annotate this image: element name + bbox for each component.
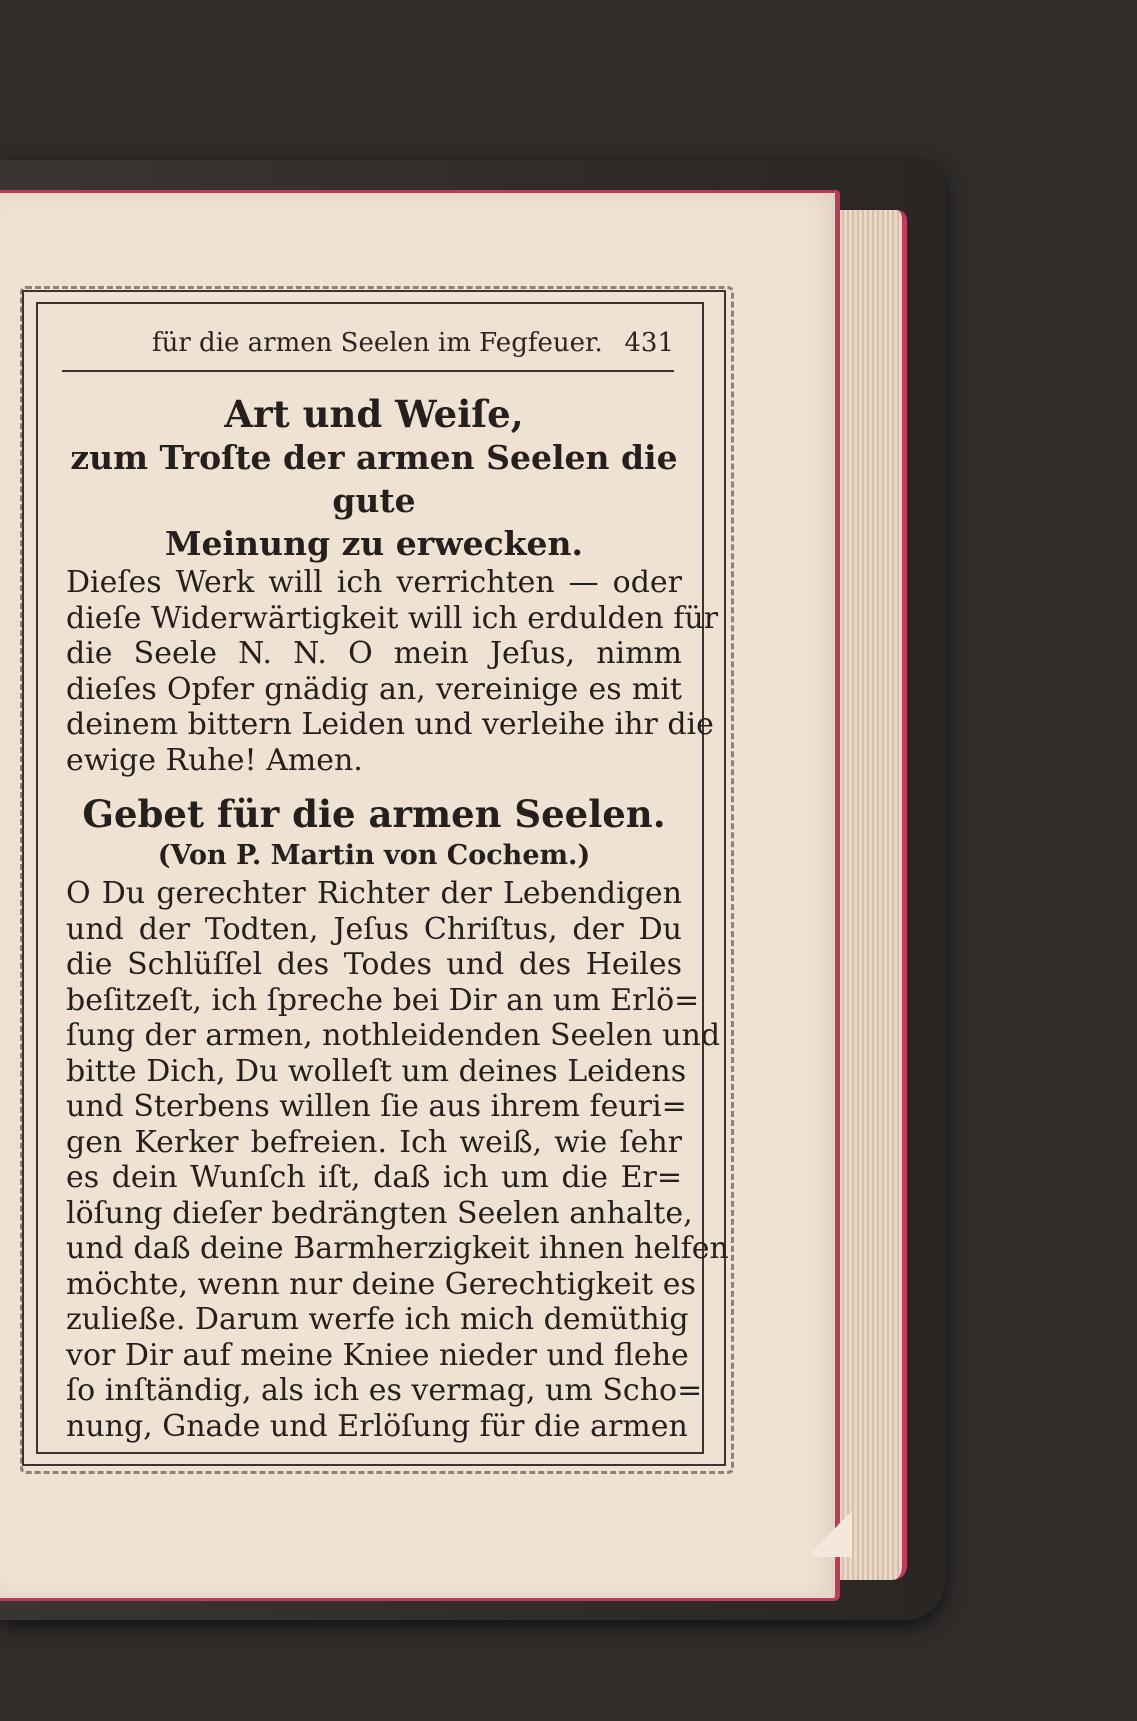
text-line: möchte, wenn nur deine Gerechtigkeit es: [66, 1266, 696, 1302]
text-line: ewige Ruhe! Amen.: [66, 742, 363, 778]
page-content: [66, 392, 729, 1444]
page-number: 431: [624, 328, 674, 358]
text-line: gen Kerker befreien. Ich weiß, wie ſehr: [66, 1124, 682, 1160]
text-line: Dieſes Werk will ich verrichten — oder: [66, 565, 682, 600]
text-line: ſo inſtändig, als ich es vermag, um Scho=: [66, 1373, 703, 1408]
text-line: O Du gerechter Richter der Lebendigen: [66, 876, 682, 911]
section2-heading: Gebet für die armen Seelen.: [82, 792, 666, 836]
text-line: beſitzeſt, ich ſpreche bei Dir an um Erlö=: [66, 982, 700, 1018]
section1-heading: Art und Weiſe,: [224, 392, 524, 436]
text-line: und Sterbens willen ſie aus ihrem feuri=: [66, 1089, 687, 1124]
text-line: und der Todten, Jeſus Chriſtus, der Du: [66, 911, 682, 947]
section1-heading-line2: zum Troſte der armen Seelen die gute: [70, 438, 678, 520]
text-line: vor Dir auf meine Kniee nieder und flehe: [66, 1337, 689, 1373]
text-line: zuließe. Darum werfe ich mich demüthig: [66, 1302, 689, 1337]
text-line: bitte Dich, Du wolleſt um deines Leidens: [66, 1053, 687, 1089]
running-title: für die armen Seelen im Fegfeuer.: [152, 328, 603, 358]
text-line: ſung der armen, nothleidenden Seelen und: [66, 1018, 721, 1053]
text-line: deinem bittern Leiden und verleihe ihr die: [66, 707, 714, 742]
section2-attribution: (Von P. Martin von Cochem.): [157, 840, 591, 871]
section1-heading-line3: Meinung zu erwecken.: [164, 524, 584, 563]
text-line: die Schlüſſel des Todes und des Heiles: [66, 947, 682, 982]
dog-ear-corner: [812, 1505, 852, 1557]
text-line: und daß deine Barmherzigkeit ihnen helfen: [66, 1231, 729, 1266]
text-line: nung, Gnade und Erlöſung für die armen: [66, 1408, 688, 1444]
text-line: dieſes Opfer gnädig an, vereinige es mit: [66, 671, 682, 707]
section2-paragraph: [66, 876, 729, 1444]
running-header: [62, 328, 674, 372]
text-line: löſung dieſer bedrängten Seelen anhalte,: [66, 1195, 693, 1231]
text-line: dieſe Widerwärtigkeit will ich erdulden für: [66, 600, 719, 636]
text-line: es dein Wunſch iſt, daß ich um die Er=: [66, 1160, 682, 1195]
text-line: die Seele N. N. O mein Jeſus, nimm: [66, 636, 682, 671]
section1-paragraph: [66, 565, 719, 778]
